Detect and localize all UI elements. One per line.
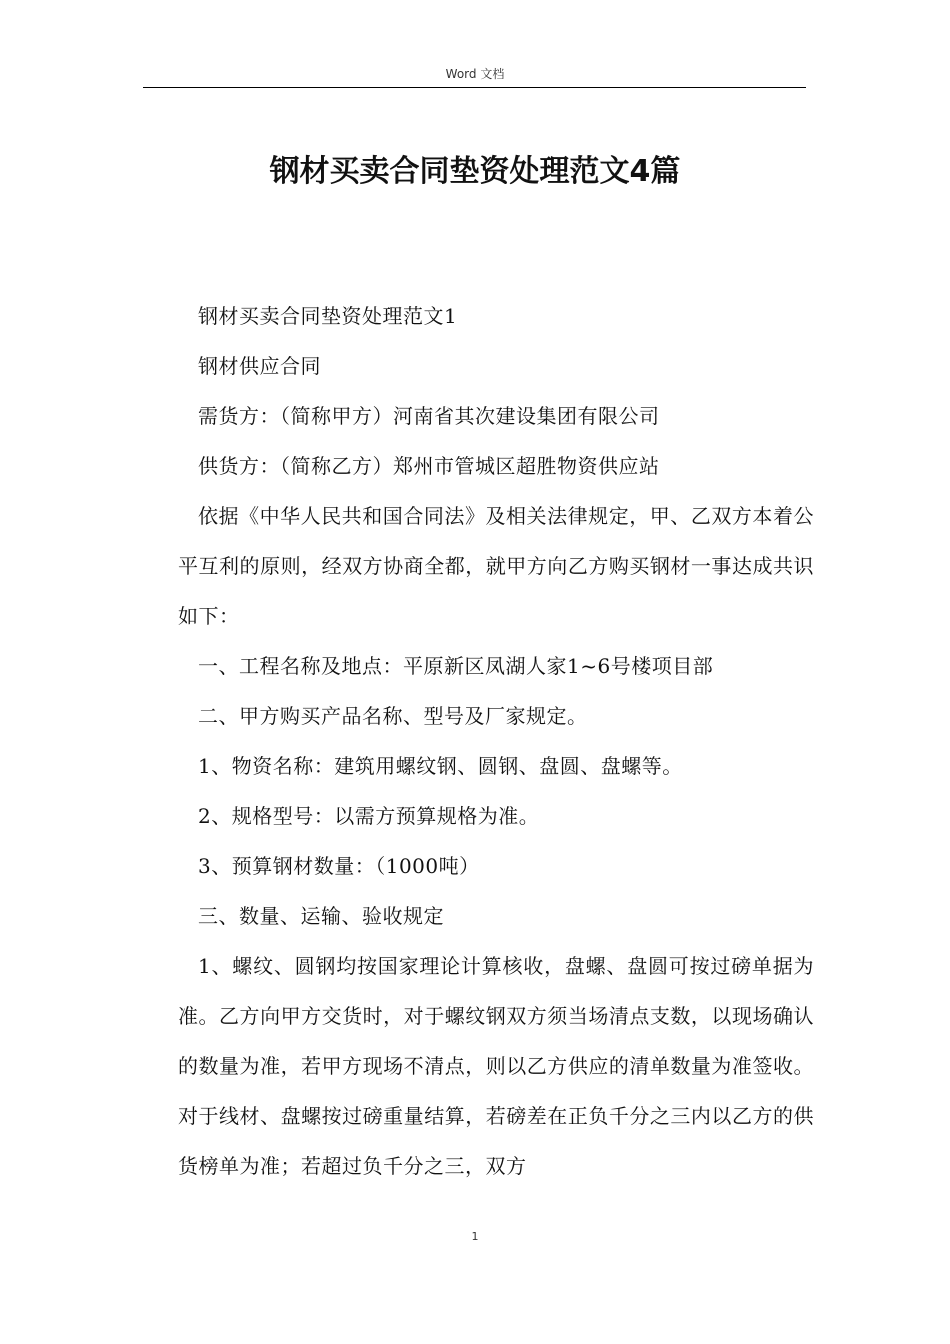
paragraph-clause-2: 二、甲方购买产品名称、型号及厂家规定。: [198, 704, 588, 728]
document-body: [178, 291, 814, 1191]
paragraph-supplier: 供货方：（简称乙方）郑州市管城区超胜物资供应站: [198, 454, 660, 478]
header-divider: [143, 87, 806, 88]
paragraph-preamble: 依据《中华人民共和国合同法》及相关法律规定，甲、乙双方本着公平互利的原则，经双方协商全都，就甲方向乙方购买钢材一事达成共识如下：: [178, 504, 814, 628]
paragraph-buyer: 需货方：（简称甲方）河南省其次建设集团有限公司: [198, 404, 660, 428]
paragraph-section-title: 钢材买卖合同垫资处理范文1: [198, 304, 458, 328]
paragraph-project: 一、工程名称及地点：平原新区凤湖人家1~6号楼项目部: [198, 654, 714, 678]
paragraph-clause-3: 三、数量、运输、验收规定: [198, 904, 444, 928]
document-title: 钢材买卖合同垫资处理范文4篇: [269, 154, 681, 189]
paragraph-clause-3-item-1: 1、螺纹、圆钢均按国家理论计算核收，盘螺、盘圆可按过磅单据为准。乙方向甲方交货时，对于螺纹钢双方须当场清点支数，以现场确认的数量为准，若甲方现场不清点，则以乙方供应的清单数量为准签收。对于线材、盘螺按过磅重量结算，若磅差在正负千分之三内以乙方的供货榜单为准；若超过负千分之三，双方: [178, 954, 814, 1178]
page-number: 1: [471, 1230, 479, 1243]
paragraph-contract-name: 钢材供应合同: [198, 354, 321, 378]
paragraph-item-1: 1、物资名称：建筑用螺纹钢、圆钢、盘圆、盘螺等。: [198, 754, 683, 778]
paragraph-item-2: 2、规格型号：以需方预算规格为准。: [198, 804, 540, 828]
page-header: Word 文档: [445, 67, 505, 81]
paragraph-item-3: 3、预算钢材数量：（1000吨）: [198, 854, 480, 878]
